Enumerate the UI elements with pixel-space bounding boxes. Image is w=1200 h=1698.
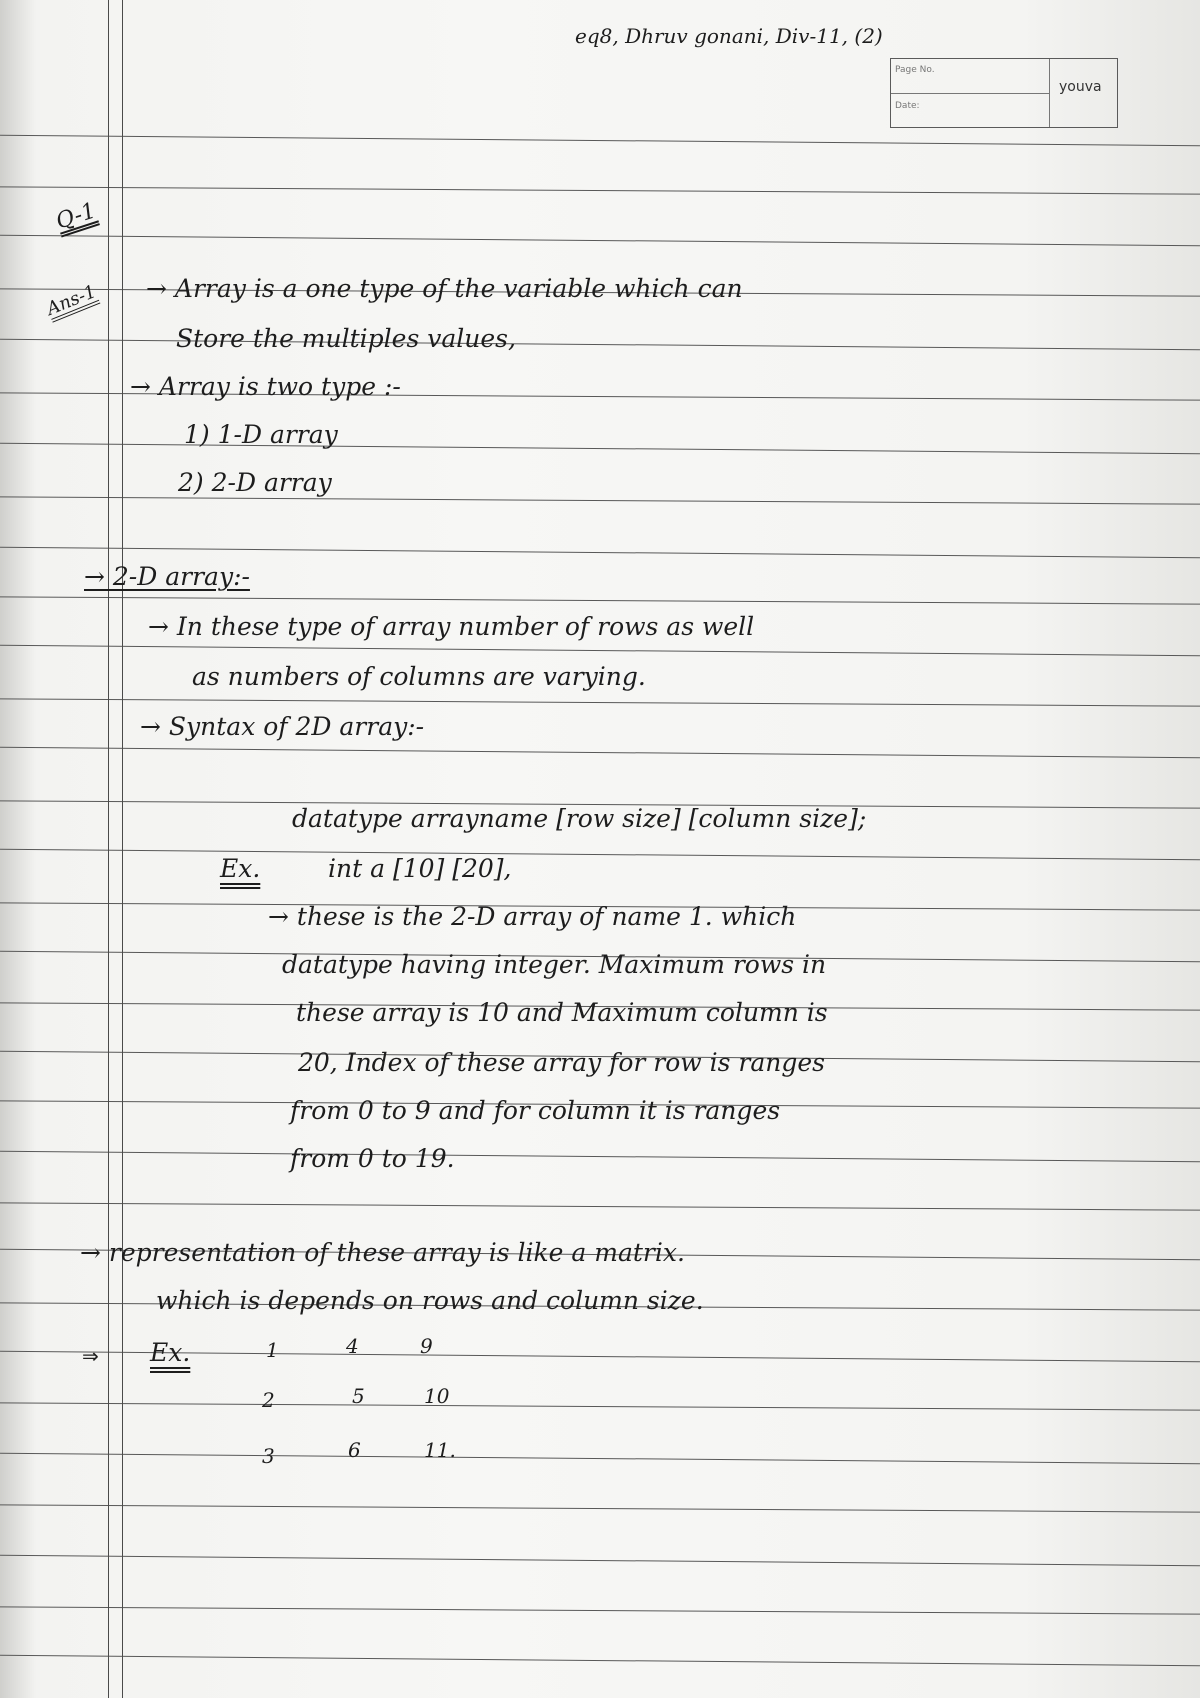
answer-line-1: → Array is a one type of the variable which can	[146, 274, 743, 303]
brand-logo: youva	[1059, 79, 1102, 95]
answer-line-2: Store the multiples values,	[176, 324, 516, 353]
page-info-box	[890, 58, 1118, 128]
array-type-1: 1) 1-D array	[184, 420, 338, 449]
student-line: eq8, Dhruv gonani, Div-11, (2)	[575, 24, 883, 48]
ruled-line	[0, 1555, 1200, 1566]
margin-line-outer	[108, 0, 109, 1698]
ruled-line	[0, 443, 1200, 454]
matrix-example-label: Ex.	[150, 1338, 191, 1367]
margin-line-inner	[122, 0, 123, 1698]
question-label: Q-1	[52, 198, 100, 235]
ruled-line	[0, 698, 1200, 706]
arrow-marker: ⇒	[82, 1344, 99, 1368]
syntax-heading: → Syntax of 2D array:-	[140, 712, 425, 741]
matrix-cell: 1	[266, 1338, 279, 1362]
matrix-cell: 9	[420, 1334, 433, 1358]
array-type-2: 2) 2-D array	[178, 468, 332, 497]
ruled-line	[0, 1402, 1200, 1410]
representation-line-2: which is depends on rows and column size.	[156, 1286, 704, 1315]
section-title: → 2-D array:-	[84, 562, 250, 591]
explanation-line-6: from 0 to 19.	[290, 1144, 455, 1173]
ruled-line	[0, 135, 1200, 146]
explanation-line-2: datatype having integer. Maximum rows in	[282, 950, 827, 979]
date-label: Date:	[895, 101, 920, 111]
ruled-line	[0, 645, 1200, 656]
matrix-cell: 11.	[424, 1438, 456, 1462]
page-no-label: Page No.	[895, 65, 935, 75]
ruled-line	[0, 547, 1200, 558]
answer-line-3: → Array is two type :-	[130, 372, 401, 401]
example-label: Ex.	[220, 854, 261, 883]
matrix-cell: 10	[424, 1384, 450, 1408]
explanation-line-3: these array is 10 and Maximum column is	[296, 998, 828, 1027]
explanation-line-4: 20, Index of these array for row is ranges	[298, 1048, 825, 1077]
representation-line-1: → representation of these array is like a matrix.	[80, 1238, 685, 1267]
ruled-line	[0, 496, 1200, 504]
explanation-line-1: → these is the 2-D array of name 1. which	[268, 902, 797, 931]
ruled-line	[0, 186, 1200, 194]
ruled-line	[0, 1606, 1200, 1614]
box-divider	[891, 93, 1049, 94]
matrix-cell: 6	[348, 1438, 361, 1462]
ruled-line	[0, 1202, 1200, 1210]
definition-line-2: as numbers of columns are varying.	[192, 662, 646, 691]
ruled-line	[0, 1151, 1200, 1162]
ruled-line	[0, 1453, 1200, 1464]
syntax-line: datatype arrayname [row size] [column size];	[292, 804, 867, 833]
example-code: int a [10] [20],	[328, 854, 512, 883]
box-divider-vertical	[1049, 59, 1050, 127]
ruled-line	[0, 235, 1200, 246]
ruled-line	[0, 747, 1200, 758]
ruled-line	[0, 849, 1200, 860]
ruled-line	[0, 1504, 1200, 1512]
ruled-line	[0, 1655, 1200, 1666]
answer-label: Ans-1	[43, 281, 100, 320]
matrix-cell: 5	[352, 1384, 365, 1408]
ruled-line	[0, 596, 1200, 604]
explanation-line-5: from 0 to 9 and for column it is ranges	[290, 1096, 781, 1125]
matrix-cell: 3	[262, 1444, 275, 1468]
matrix-cell: 4	[346, 1334, 359, 1358]
definition-line-1: → In these type of array number of rows as well	[148, 612, 755, 641]
matrix-cell: 2	[262, 1388, 275, 1412]
